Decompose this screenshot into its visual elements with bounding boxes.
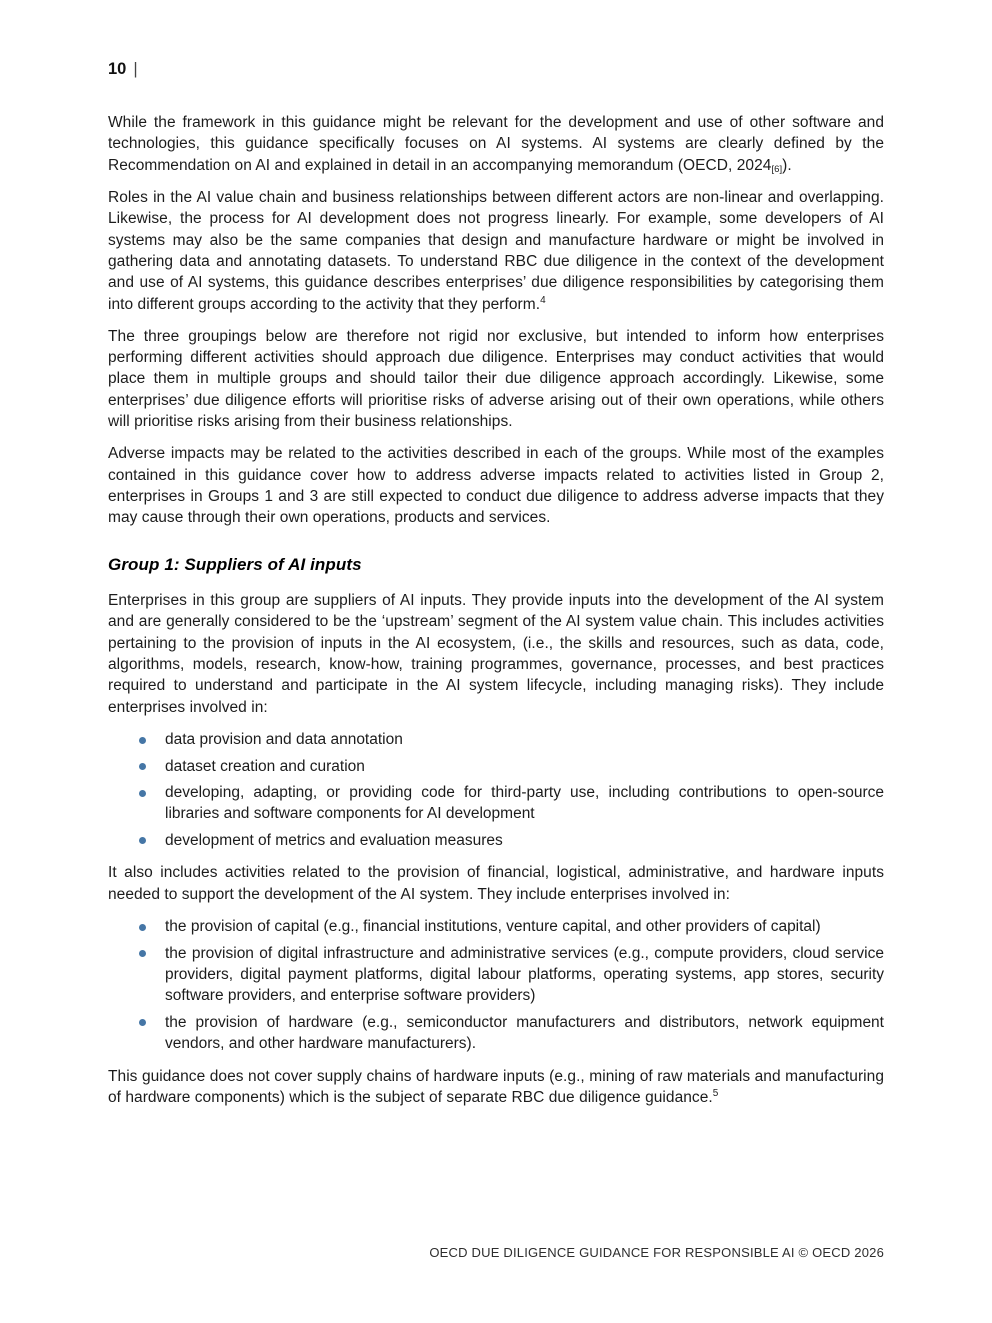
footnote-ref-5: 5 bbox=[712, 1087, 719, 1099]
paragraph-roles bbox=[108, 187, 884, 315]
paragraph-text: The three groupings below are therefore not rigid nor exclusive, but intended to inform how enterprises performing different activities should approach due diligence. Enterprises may conduct activities that would place them in multiple groups and should tailor their due diligence approach accordingly. Likewise, some enterprises’ due diligence efforts will prioritise risks of adverse arising out of their own operations, while others will prioritise risks arising from their business relationships. bbox=[108, 327, 884, 431]
paragraph-scope bbox=[108, 112, 884, 176]
list-item bbox=[108, 943, 884, 1007]
list-item bbox=[108, 830, 884, 851]
paragraph-other-inputs-intro bbox=[108, 862, 884, 905]
list-item bbox=[108, 1012, 884, 1055]
paragraph-text: Adverse impacts may be related to the activities described in each of the groups. While most of the examples contained in this guidance cover how to address adverse impacts related to activities listed in Group 2, enterprises in Groups 1 and 3 are still expected to conduct due diligence to address adverse impacts that they may cause through their own operations, products and services. bbox=[108, 445, 884, 527]
section-heading-group1: Group 1: Suppliers of AI inputs bbox=[108, 554, 362, 574]
paragraph-hardware-exclusion bbox=[108, 1066, 884, 1109]
list-item-text: developing, adapting, or providing code for third-party use, including contributions to open-source libraries and software components for AI development bbox=[165, 784, 884, 823]
bullet-list-support-inputs bbox=[108, 916, 884, 1054]
page-header bbox=[108, 59, 884, 80]
list-item-text: the provision of digital infrastructure and administrative services (e.g., compute providers, cloud service providers, digital payment platforms, digital labour platforms, operating systems, app stores, security software providers, and enterprise software providers) bbox=[165, 944, 884, 1005]
list-item-text: the provision of hardware (e.g., semiconductor manufacturers and distributors, network equipment vendors, and other hardware manufacturers). bbox=[165, 1013, 884, 1053]
list-item-text: data provision and data annotation bbox=[165, 731, 403, 749]
list-item bbox=[108, 756, 884, 777]
paragraph-groupings bbox=[108, 326, 884, 433]
page-number: 10 bbox=[108, 60, 127, 78]
list-item-text: the provision of capital (e.g., financial institutions, venture capital, and other providers of capital) bbox=[165, 918, 821, 936]
paragraph-text: While the framework in this guidance might be relevant for the development and use of other software and technologies, this guidance specifically focuses on AI systems. AI systems are clearly defined by the Recommendation on AI and explained in detail in an accompanying memorandum (OECD, 2024 bbox=[108, 114, 884, 174]
list-item bbox=[108, 782, 884, 825]
citation-subscript: [6] bbox=[771, 163, 783, 175]
page-footer: OECD DUE DILIGENCE GUIDANCE FOR RESPONSIBLE AI © OECD 2026 bbox=[429, 1245, 884, 1260]
paragraph-adverse-impacts bbox=[108, 443, 884, 529]
paragraph-group1-intro bbox=[108, 590, 884, 718]
paragraph-text: It also includes activities related to the provision of financial, logistical, administrative, and hardware inputs needed to support the development of the AI system. They include enterprises involved in: bbox=[108, 864, 884, 903]
bullet-list-ai-inputs bbox=[108, 729, 884, 851]
footnote-ref-4: 4 bbox=[540, 294, 546, 306]
list-item bbox=[108, 916, 884, 937]
header-divider: | bbox=[133, 60, 138, 78]
paragraph-text: This guidance does not cover supply chains of hardware inputs (e.g., mining of raw materials and manufacturing of hardware components) which is the subject of separate RBC due diligence guidance. bbox=[108, 1067, 884, 1106]
paragraph-text: Roles in the AI value chain and business relationships between different actors are non-linear and overlapping. Likewise, the process for AI development does not progress linearly. For example, some developers of AI systems may also be the same companies that design and manufacture hardware or might be involved in gathering data and annotating datasets. To understand RBC due diligence in the context of the development and use of AI systems, this guidance describes enterprises’ due diligence responsibilities by categorising them into different groups according to the activity that they perform. bbox=[108, 188, 884, 313]
list-item bbox=[108, 729, 884, 750]
list-item-text: dataset creation and curation bbox=[165, 757, 365, 775]
paragraph-text: ). bbox=[782, 156, 792, 174]
list-item-text: development of metrics and evaluation measures bbox=[165, 831, 503, 849]
paragraph-text: Enterprises in this group are suppliers of AI inputs. They provide inputs into the development of the AI system and are generally considered to be the ‘upstream’ segment of the AI system value chain. This includes activities pertaining to the provision of inputs in the AI ecosystem, (i.e., the skills and resources, such as data, code, algorithms, models, research, know-how, training programmes, governance, processes, and best practices required to understand and participate in the AI system lifecycle, including managing risks). They include enterprises involved in: bbox=[108, 591, 884, 716]
